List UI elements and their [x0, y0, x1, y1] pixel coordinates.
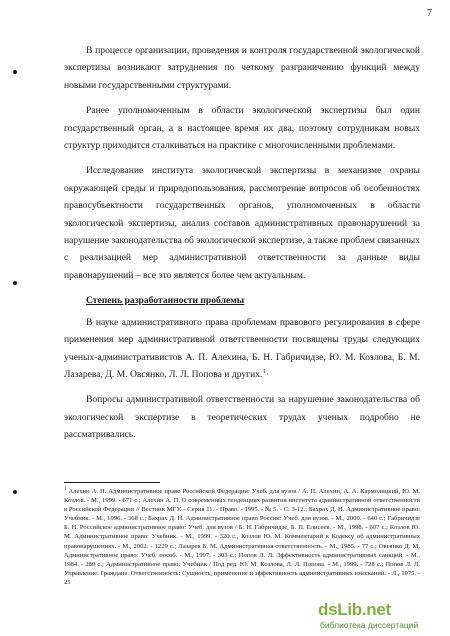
watermark-logo-text: dsLib.net [318, 600, 391, 619]
body-paragraph: Вопросы административной ответственности за нарушение законодательства об экологической экспертизе в теоретических трудах ученых подробно не рассматривались. [64, 394, 420, 441]
footnote-text: Алехин А. П. Административное право Российской Федерации: Учеб. для вузов / А. П. Алехин, А. А. Кармолицкий, Ю. М. Козлов. - М., 1999. - 671 с.; Алехин А. П. О современных тенденциях развития института административной ответственности в Российской Федерации // Вестник МГУ. - Серия 11. - Право. - 1995. - № 5. - С. 3-12.; Бахрах Д. Н. Административное право: Учебник. - М., 1996. - 368 с.; Бахрах Д. Н. Административное право России: Учеб. для вузов. - М., 2000. - 640 с.; Габричидзе Б. Н. Российское административное право: Учеб. для вузов / Б. Н. Габричидзе, Б. П. Елисеев. - М., 1998. - 607 с.; Козлов Ю. М. Административное право: Учебник. - М., 1999. - 320 с., Козлов Ю. М. Комментарий к Кодексу об административных правонарушениях. - М., 2002. - 1229 с.; Лазарев Б. М. Административная ответственность. - М., 1985. - 77 с.; Овсянко Д. М. Административное право: Учеб. пособ. - М., 1997. - 303 с.; Попов Л. Л. Эффективность административных санкций. - М., 1984. - 280 с.; Административное право: Учебник / Под ред. Ю. М. Козлова, Л. Л. Попова. - М., 1999. - 728 с.; Попов Л. Л. Управление. Граждане. Ответственность: Сущность, применение и эффективность административных взысканий. - Л., 1975. - 25 [64, 488, 420, 586]
body-paragraph: Исследование института экологической экспертизы в механизме охраны окружающей среды и природопользования, рассмотрение вопросов об особенностях правосубъектности государственных органов, уполномоченных в области экологической экспертизы, анализ составов административных правонарушений за нарушение законодательства об экологической экспертизе, а также проблем связанных с реализацией мер административной ответственности за данные виды правонарушений – все это является более чем актуальным. [64, 165, 420, 281]
footnote-mark: 1 [64, 486, 67, 492]
margin-dot-mark [13, 281, 17, 285]
body-paragraph-text: В науке административного права проблемам правового регулирования в сфере применения мер административной ответственности посвящены труды следующих ученых-административистов А. П. Алехина, Б. Н. Габричидзе, Ю. М. Козлова, Б. М. Лазарева, Д. М. Овсянко, Л. Л. Попова и других. [64, 316, 420, 380]
watermark-caption: библиотека диссертаций [320, 620, 419, 630]
page-number: 7 [427, 8, 432, 19]
body-paragraph: Ранее уполномоченным в области экологической экспертизы был один государственный орган, а в настоящее время их два, поэтому сотрудникам новых структур приходится сталкиваться на практике с многочисленными проблемами. [64, 105, 420, 152]
footnote-reference-suffix: · [265, 368, 269, 380]
document-body [64, 42, 420, 444]
footnote-reference: 1 [262, 367, 266, 375]
body-paragraph: В процессе организации, проведения и контроля государственной экологической экспертизы возникают затруднения по четкому разграничению функций между новыми государственными структурами. [64, 45, 420, 91]
body-paragraph-with-footnote [64, 314, 420, 384]
footnote [64, 487, 420, 587]
watermark-logo [318, 600, 448, 634]
section-heading: Степень разработанности проблемы [86, 295, 245, 307]
margin-dot-mark [13, 70, 17, 74]
footnote-separator [64, 482, 160, 483]
margin-dot-mark [13, 490, 17, 494]
